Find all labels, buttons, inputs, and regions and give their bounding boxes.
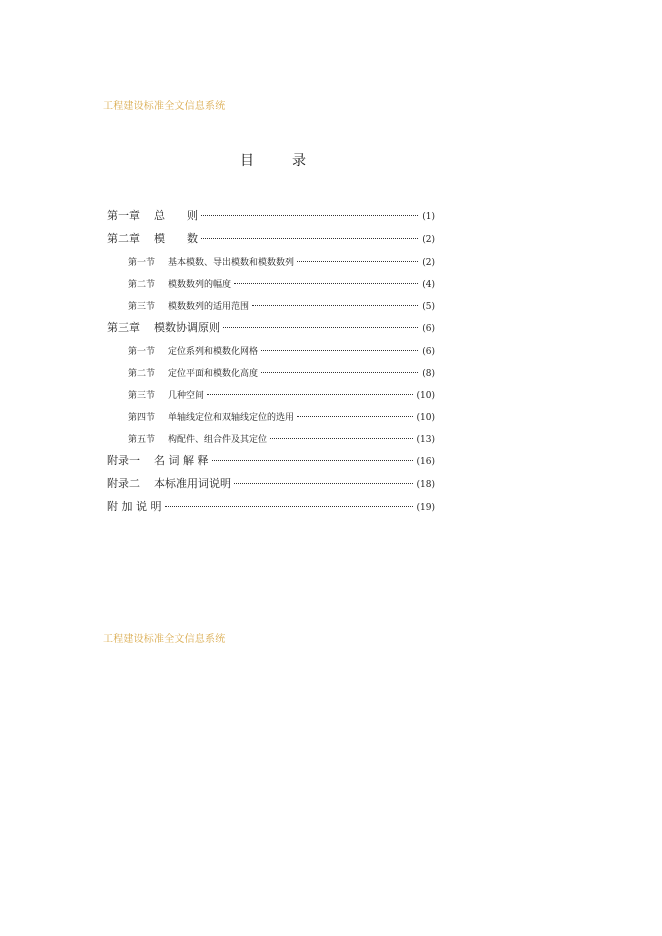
toc-leader — [297, 261, 418, 262]
toc-page: (13) — [416, 435, 435, 445]
toc-number: 附录二 — [107, 477, 140, 490]
toc-leader — [165, 506, 413, 507]
toc-number: 附录一 — [107, 454, 140, 467]
toc-leader — [223, 327, 418, 328]
toc-page: (2) — [422, 258, 435, 268]
toc-entry[interactable] — [107, 297, 435, 319]
toc-page: (6) — [422, 347, 435, 357]
toc-page: (6) — [422, 324, 435, 334]
toc-page: (10) — [416, 413, 435, 423]
toc-label: 基本模数、导出模数和模数数列 — [168, 258, 295, 268]
toc-entry[interactable] — [107, 408, 435, 430]
toc-entry[interactable] — [107, 207, 435, 230]
toc-page: (5) — [422, 302, 435, 312]
title-right: 录 — [292, 153, 306, 169]
toc-page: (18) — [416, 480, 435, 490]
toc-leader — [297, 416, 413, 417]
toc-label: 模数数列的适用范围 — [168, 302, 250, 312]
toc-number: 第三章 — [107, 321, 140, 334]
toc-number: 第一节 — [128, 258, 156, 268]
toc-leader — [261, 372, 418, 373]
toc-entry[interactable] — [107, 342, 435, 364]
page-title — [0, 150, 546, 170]
toc-label: 模数数列的幅度 — [168, 280, 232, 290]
title-left: 目 — [240, 153, 254, 169]
watermark-bottom: 工程建设标准全文信息系统 — [103, 634, 226, 645]
toc-label: 构配件、组合件及其定位 — [168, 435, 268, 445]
toc-page: (16) — [416, 457, 435, 467]
toc-page: (19) — [416, 503, 435, 513]
toc-number: 第一节 — [128, 347, 156, 357]
toc-entry[interactable] — [107, 386, 435, 408]
toc-leader — [212, 460, 413, 461]
toc-leader — [270, 438, 413, 439]
toc-leader — [234, 483, 413, 484]
toc-number: 第三节 — [128, 391, 156, 401]
toc-number: 第二节 — [128, 280, 156, 290]
toc-label: 单轴线定位和双轴线定位的选用 — [168, 413, 295, 423]
toc-number: 第三节 — [128, 302, 156, 312]
toc-entry[interactable] — [107, 275, 435, 297]
toc-entry[interactable] — [107, 253, 435, 275]
toc-label: 定位平面和模数化高度 — [168, 369, 259, 379]
toc-label: 本标准用词说明 — [154, 477, 231, 490]
toc-label: 模 数 — [154, 232, 198, 245]
toc-number: 第二章 — [107, 232, 140, 245]
toc-label: 附 加 说 明 — [107, 500, 162, 513]
toc-page: (10) — [416, 391, 435, 401]
toc-label: 几种空间 — [168, 391, 205, 401]
watermark-top: 工程建设标准全文信息系统 — [103, 101, 226, 112]
toc-leader — [261, 350, 418, 351]
toc-label: 总 则 — [154, 209, 198, 222]
toc-entry[interactable] — [107, 230, 435, 253]
toc-number: 第一章 — [107, 209, 140, 222]
toc-entry[interactable] — [107, 452, 435, 475]
toc-page: (1) — [422, 212, 435, 222]
toc-number: 第五节 — [128, 435, 156, 445]
toc-entry[interactable] — [107, 364, 435, 386]
toc-leader — [201, 215, 418, 216]
toc-page: (2) — [422, 235, 435, 245]
toc-number: 第二节 — [128, 369, 156, 379]
toc-leader — [201, 238, 418, 239]
toc-leader — [207, 394, 413, 395]
toc-label: 定位系列和模数化网格 — [168, 347, 259, 357]
toc-number: 第四节 — [128, 413, 156, 423]
table-of-contents — [107, 207, 435, 521]
toc-entry[interactable] — [107, 430, 435, 452]
toc-entry[interactable] — [107, 475, 435, 498]
toc-entry[interactable] — [107, 498, 435, 521]
toc-label: 名 词 解 释 — [154, 454, 209, 467]
toc-entry[interactable] — [107, 319, 435, 342]
toc-label: 模数协调原则 — [154, 321, 220, 334]
toc-leader — [252, 305, 418, 306]
toc-page: (4) — [422, 280, 435, 290]
toc-leader — [234, 283, 418, 284]
toc-page: (8) — [422, 369, 435, 379]
